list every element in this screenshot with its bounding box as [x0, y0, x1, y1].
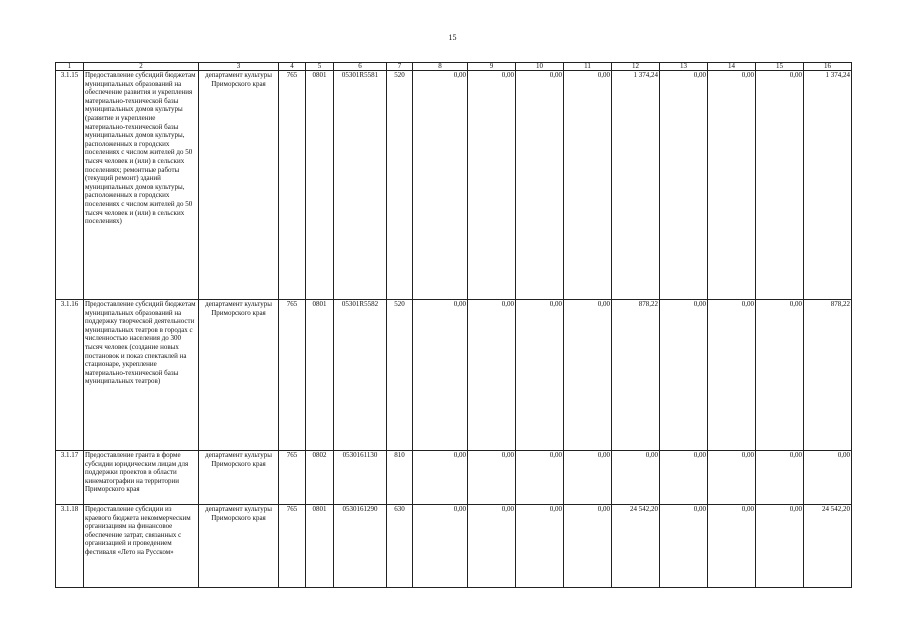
column-header: 4 — [279, 63, 306, 71]
cell-col14: 0,00 — [708, 300, 756, 451]
row-description: Предоставление гранта в форме субсидии юридическим лицам для поддержки проектов в области кинематографии на территории Приморского края — [84, 451, 199, 505]
cell-col4: 765 — [279, 451, 306, 505]
table-row — [56, 300, 852, 451]
row-description: Предоставление субсидии из краевого бюджета некоммерческим организациям на финансовое обеспечение затрат, связанных с организацией и проведением фестиваля «Лето на Русском» — [84, 505, 199, 588]
cell-col7: 810 — [387, 451, 413, 505]
cell-col5: 0801 — [306, 71, 334, 300]
cell-col11: 0,00 — [564, 451, 612, 505]
cell-col8: 0,00 — [413, 505, 468, 588]
cell-col5: 0802 — [306, 451, 334, 505]
cell-col13: 0,00 — [660, 300, 708, 451]
cell-col12: 24 542,20 — [612, 505, 660, 588]
cell-col4: 765 — [279, 300, 306, 451]
cell-col14: 0,00 — [708, 505, 756, 588]
row-department: департамент культуры Приморского края — [199, 505, 279, 588]
column-header: 3 — [199, 63, 279, 71]
cell-col6: 05301R5582 — [334, 300, 387, 451]
cell-col16: 1 374,24 — [804, 71, 852, 300]
cell-col6: 05301R5581 — [334, 71, 387, 300]
cell-col11: 0,00 — [564, 71, 612, 300]
column-header: 5 — [306, 63, 334, 71]
cell-col16: 878,22 — [804, 300, 852, 451]
cell-col7: 520 — [387, 300, 413, 451]
cell-col13: 0,00 — [660, 505, 708, 588]
cell-col10: 0,00 — [516, 505, 564, 588]
column-header: 9 — [468, 63, 516, 71]
column-header: 14 — [708, 63, 756, 71]
cell-col12: 0,00 — [612, 451, 660, 505]
cell-col14: 0,00 — [708, 71, 756, 300]
column-header: 15 — [756, 63, 804, 71]
row-number: 3.1.15 — [56, 71, 84, 300]
budget-table — [55, 62, 852, 588]
column-header: 8 — [413, 63, 468, 71]
cell-col11: 0,00 — [564, 505, 612, 588]
cell-col10: 0,00 — [516, 451, 564, 505]
cell-col10: 0,00 — [516, 300, 564, 451]
cell-col10: 0,00 — [516, 71, 564, 300]
cell-col8: 0,00 — [413, 71, 468, 300]
cell-col6: 0530161130 — [334, 451, 387, 505]
column-header: 13 — [660, 63, 708, 71]
row-department: департамент культуры Приморского края — [199, 300, 279, 451]
cell-col12: 878,22 — [612, 300, 660, 451]
cell-col16: 0,00 — [804, 451, 852, 505]
row-department: департамент культуры Приморского края — [199, 451, 279, 505]
cell-col5: 0801 — [306, 300, 334, 451]
page-number: 15 — [448, 33, 457, 42]
column-header: 10 — [516, 63, 564, 71]
cell-col9: 0,00 — [468, 505, 516, 588]
row-number: 3.1.17 — [56, 451, 84, 505]
cell-col5: 0801 — [306, 505, 334, 588]
cell-col15: 0,00 — [756, 451, 804, 505]
cell-col14: 0,00 — [708, 451, 756, 505]
row-description: Предоставление субсидий бюджетам муниципальных образований на поддержку творческой деятельности муниципальных театров в городах с численностью населения до 300 тысяч человек (создание новых постановок и показ спектаклей на стационаре, укрепление материально-технической базы муниципальных театров) — [84, 300, 199, 451]
table-row — [56, 451, 852, 505]
row-description: Предоставление субсидий бюджетам муниципальных образований на обеспечение развития и укрепления материально-технической базы муниципальных домов культуры (развитие и укрепление материально-технической базы муниципальных домов культуры, расположенных в городских поселениях с числом жителей до 50 тысяч человек и (или) в сельских поселениях; ремонтные работы (текущий ремонт) зданий муниципальных домов культуры, расположенных в городских поселениях с числом жителей до 50 тысяч человек и (или) в сельских поселениях) — [84, 71, 199, 300]
cell-col9: 0,00 — [468, 451, 516, 505]
column-header: 16 — [804, 63, 852, 71]
cell-col11: 0,00 — [564, 300, 612, 451]
column-header: 11 — [564, 63, 612, 71]
cell-col6: 0530161290 — [334, 505, 387, 588]
table-row — [56, 505, 852, 588]
row-number: 3.1.16 — [56, 300, 84, 451]
cell-col15: 0,00 — [756, 71, 804, 300]
cell-col16: 24 542,20 — [804, 505, 852, 588]
cell-col13: 0,00 — [660, 71, 708, 300]
header-row — [56, 63, 852, 71]
column-header: 2 — [84, 63, 199, 71]
cell-col4: 765 — [279, 505, 306, 588]
column-header: 6 — [334, 63, 387, 71]
column-header: 1 — [56, 63, 84, 71]
cell-col8: 0,00 — [413, 451, 468, 505]
cell-col13: 0,00 — [660, 451, 708, 505]
cell-col4: 765 — [279, 71, 306, 300]
row-number: 3.1.18 — [56, 505, 84, 588]
table-row — [56, 71, 852, 300]
cell-col12: 1 374,24 — [612, 71, 660, 300]
column-header: 12 — [612, 63, 660, 71]
row-department: департамент культуры Приморского края — [199, 71, 279, 300]
cell-col7: 520 — [387, 71, 413, 300]
column-header: 7 — [387, 63, 413, 71]
cell-col9: 0,00 — [468, 71, 516, 300]
cell-col15: 0,00 — [756, 505, 804, 588]
cell-col8: 0,00 — [413, 300, 468, 451]
cell-col15: 0,00 — [756, 300, 804, 451]
cell-col7: 630 — [387, 505, 413, 588]
cell-col9: 0,00 — [468, 300, 516, 451]
